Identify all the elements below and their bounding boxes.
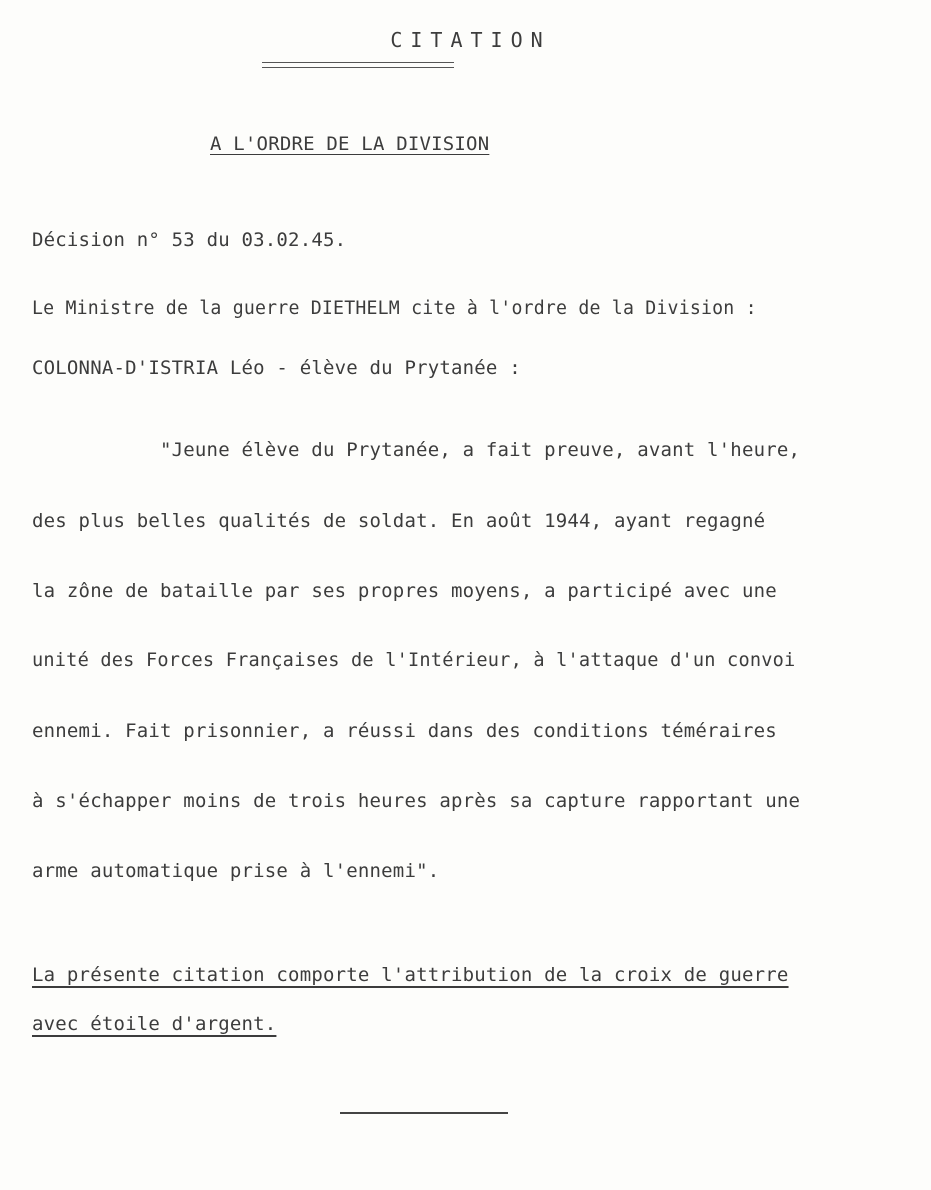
citation-line: arme automatique prise à l'ennemi". xyxy=(32,860,440,882)
award-line: La présente citation comporte l'attribution de la croix de guerre xyxy=(32,964,789,986)
minister-line: Le Ministre de la guerre DIETHELM cite à l'ordre de la Division : xyxy=(32,298,757,319)
citation-line: ennemi. Fait prisonnier, a réussi dans des conditions téméraires xyxy=(32,720,777,742)
citation-line: à s'échapper moins de trois heures après sa capture rapportant une xyxy=(32,790,801,812)
citation-line: des plus belles qualités de soldat. En août 1944, ayant regagné xyxy=(32,510,766,532)
closing-rule xyxy=(340,1112,508,1114)
award-line: avec étoile d'argent. xyxy=(32,1013,277,1035)
citation-line: unité des Forces Françaises de l'Intérieur, à l'attaque d'un convoi xyxy=(32,650,796,671)
citation-line: la zône de bataille par ses propres moyens, a participé avec une xyxy=(32,580,777,602)
recipient-line: COLONNA-D'ISTRIA Léo - élève du Prytanée : xyxy=(32,357,521,379)
document-title: CITATION xyxy=(390,28,551,52)
citation-line: "Jeune élève du Prytanée, a fait preuve, avant l'heure, xyxy=(160,439,801,461)
decision-line: Décision n° 53 du 03.02.45. xyxy=(32,229,347,251)
document-subtitle: A L'ORDRE DE LA DIVISION xyxy=(210,133,490,155)
title-double-underline xyxy=(262,62,454,68)
